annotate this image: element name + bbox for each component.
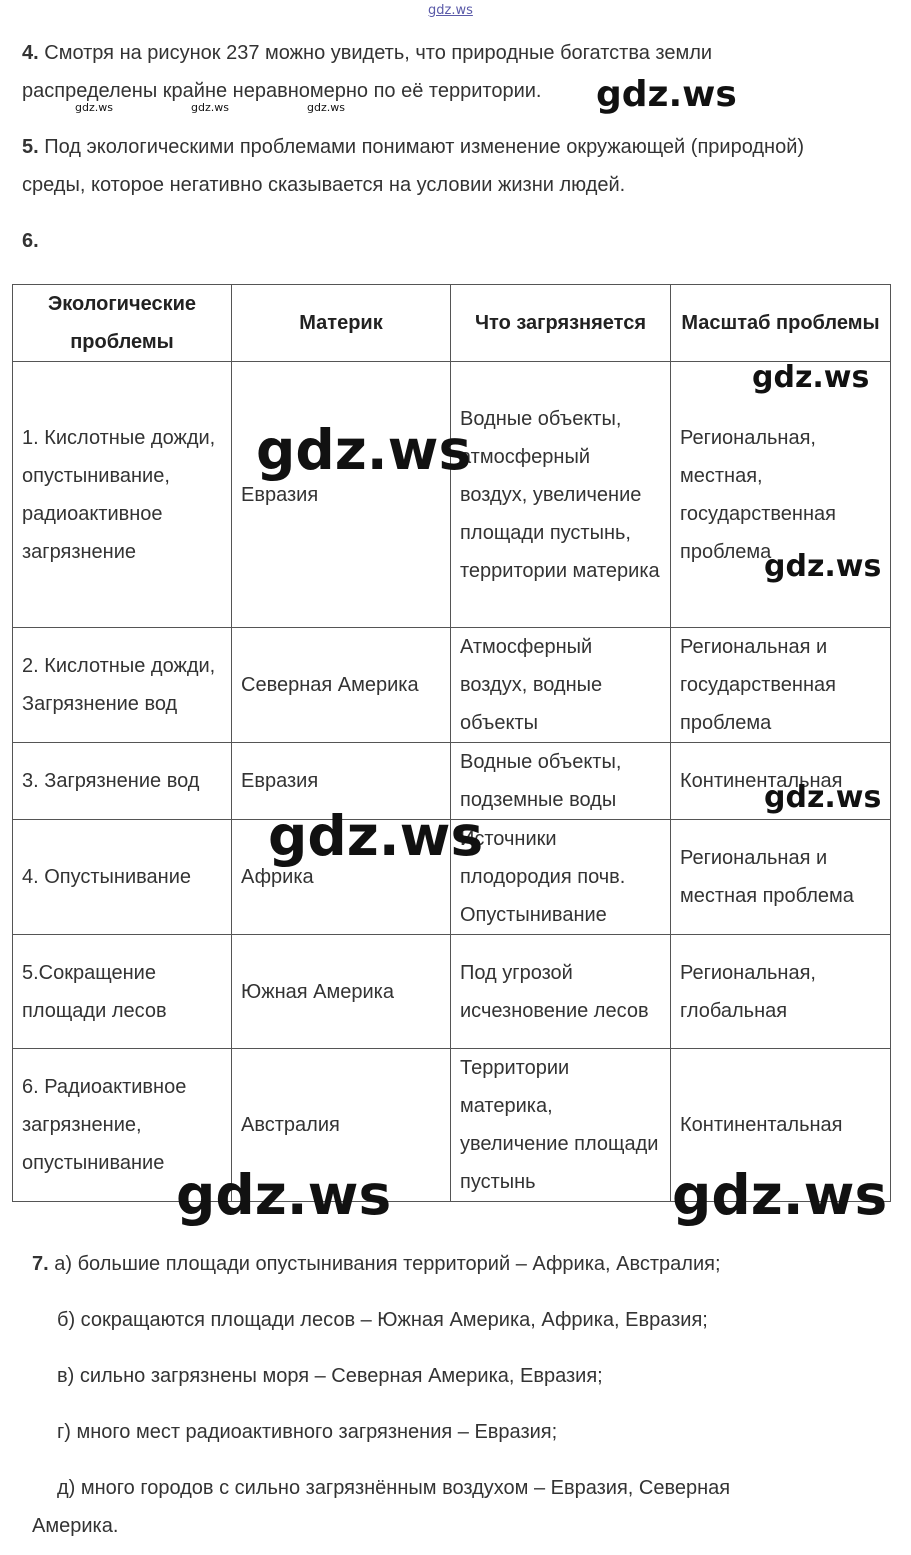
table-header-row	[13, 285, 891, 362]
table-cell: 5.Сокращение площади лесов	[13, 935, 232, 1049]
table-row	[13, 935, 891, 1049]
answer-6	[22, 222, 841, 260]
answer-7-item-b: б) сокращаются площади лесов – Южная Америка, Африка, Евразия;	[57, 1309, 708, 1331]
table-cell: 3. Загрязнение вод	[13, 743, 232, 820]
answer-7-item-e: д) много городов с сильно загрязнённым воздухом – Евразия, Северная Америка.	[32, 1477, 731, 1537]
answer-4-number: 4.	[22, 42, 39, 64]
answer-5-number: 5.	[22, 136, 39, 158]
watermark: gdz.ws	[764, 549, 882, 584]
table-cell: Южная Америка	[232, 935, 451, 1049]
table-cell: Региональная и местная проблема	[671, 820, 891, 935]
table-cell: Африка	[232, 820, 451, 935]
table-cell: Континентальная	[671, 1049, 891, 1202]
answer-6-number: 6.	[22, 230, 39, 252]
table-cell: Региональная и государственная проблема	[671, 628, 891, 743]
table-header-polluted: Что загрязняется	[451, 285, 671, 362]
watermark: gdz.ws	[596, 74, 737, 115]
table-cell: Северная Америка	[232, 628, 451, 743]
answer-7-item-d: г) много мест радиоактивного загрязнения – Евразия;	[57, 1421, 558, 1443]
table-cell: 2. Кислотные дожди, Загрязнение вод	[13, 628, 232, 743]
table-cell: Континентальная	[671, 743, 891, 820]
table-cell: Водные объекты, атмосферный воздух, увеличение площади пустынь, территории материка	[451, 362, 671, 628]
table-cell: Территории материка, увеличение площади пустынь	[451, 1049, 671, 1202]
table-cell: Австралия	[232, 1049, 451, 1202]
answer-4-text: Смотря на рисунок 237 можно увидеть, что природные богатства земли распределены крайне неравномерно по её территории.	[22, 42, 713, 102]
watermark: gdz.ws	[256, 418, 472, 482]
watermark: gdz.ws	[268, 804, 484, 868]
watermark: gdz.ws	[764, 780, 882, 815]
answer-5-text: Под экологическими проблемами понимают изменение окружающей (природной) среды, которое негативно сказывается на условии жизни людей.	[22, 136, 805, 196]
table-cell: Атмосферный воздух, водные объекты	[451, 628, 671, 743]
answer-7-item-c: в) сильно загрязнены моря – Северная Америка, Евразия;	[57, 1365, 603, 1387]
watermark: gdz.ws	[752, 360, 870, 395]
table-row	[13, 362, 891, 628]
table-cell: 6. Радиоактивное загрязнение, опустынивание	[13, 1049, 232, 1202]
watermark: gdz.ws	[176, 1163, 392, 1227]
table-cell: 4. Опустынивание	[13, 820, 232, 935]
watermark: gdz.ws	[75, 101, 113, 114]
table-cell: Источники плодородия почв. Опустынивание	[451, 820, 671, 935]
watermark: gdz.ws	[191, 101, 229, 114]
table-cell: Региональная, местная, государственная проблема	[671, 362, 891, 628]
answer-7-text: а) большие площади опустынивания территорий – Африка, Австралия;	[54, 1253, 721, 1275]
watermark-link[interactable]: gdz.ws	[428, 3, 473, 18]
table-header-continent: Материк	[232, 285, 451, 362]
answer-7-item-a	[32, 1245, 872, 1283]
table-header-scale: Масштаб проблемы	[671, 285, 891, 362]
watermark: gdz.ws	[307, 101, 345, 114]
table-cell: Под угрозой исчезновение лесов	[451, 935, 671, 1049]
table-cell: 1. Кислотные дожди, опустынивание, радиоактивное загрязнение	[13, 362, 232, 628]
table-cell: Евразия	[232, 362, 451, 628]
table-cell: Евразия	[232, 743, 451, 820]
table-row	[13, 628, 891, 743]
table-cell: Региональная, глобальная	[671, 935, 891, 1049]
table-cell: Водные объекты, подземные воды	[451, 743, 671, 820]
answer-5	[22, 128, 841, 204]
answer-7-number: 7.	[32, 1253, 49, 1275]
table-header-problems: Экологические проблемы	[13, 285, 232, 362]
watermark: gdz.ws	[672, 1163, 888, 1227]
